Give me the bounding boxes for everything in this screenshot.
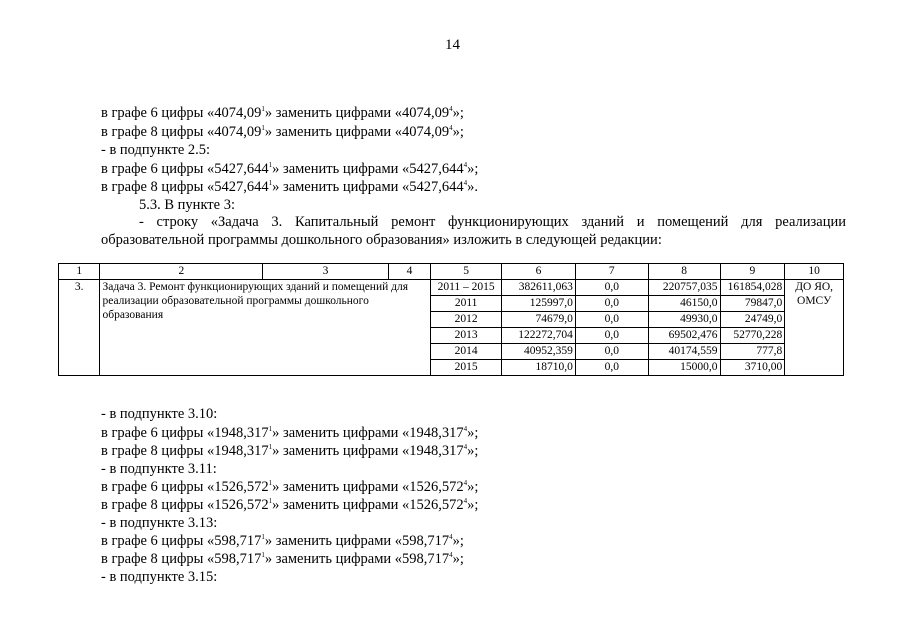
text-line: 5.3. В пункте 3:: [139, 197, 235, 213]
program-table: [58, 263, 844, 376]
value-cell: 382611,063: [502, 280, 576, 296]
header-cell: 1: [59, 264, 100, 280]
value-cell: 3710,00: [720, 360, 785, 376]
value-cell: 122272,704: [502, 328, 576, 344]
header-cell: 6: [502, 264, 576, 280]
text-line: в графе 6 цифры «4074,09$^1$» заменить цифрами «4074,09$^4$»;: [101, 105, 464, 121]
period-cell: 2015: [431, 360, 502, 376]
value-cell: 18710,0: [502, 360, 576, 376]
value-cell: 0,0: [575, 344, 648, 360]
header-cell: 7: [575, 264, 648, 280]
text-line: - в подпункте 3.11:: [101, 461, 217, 477]
text-line: - в подпункте 2.5:: [101, 142, 211, 158]
table-header-row: [59, 264, 844, 280]
text-line: в графе 8 цифры «5427,644$^1$» заменить цифрами «5427,644$^4$».: [101, 179, 478, 195]
text-line: - в подпункте 3.13:: [101, 515, 218, 531]
value-cell: 46150,0: [648, 296, 720, 312]
value-cell: 125997,0: [502, 296, 576, 312]
value-cell: 0,0: [575, 280, 648, 296]
row-number: 3.: [59, 280, 100, 376]
text-line: в графе 8 цифры «1526,572$^1$» заменить цифрами «1526,572$^4$»;: [101, 497, 479, 513]
paragraph: - строку «Задача 3. Капитальный ремонт функционирующих зданий и помещений для реализации образовательной программы дошкольного образования» изложить в следующей редакции:: [101, 214, 846, 248]
header-cell: 3: [263, 264, 388, 280]
value-cell: 220757,035: [648, 280, 720, 296]
text-line: - в подпункте 3.10:: [101, 406, 218, 422]
period-cell: 2011: [431, 296, 502, 312]
value-cell: 52770,228: [720, 328, 785, 344]
value-cell: 24749,0: [720, 312, 785, 328]
value-cell: 69502,476: [648, 328, 720, 344]
value-cell: 0,0: [575, 360, 648, 376]
page-number: 14: [445, 37, 460, 53]
task-cell: Задача 3. Ремонт функционирующих зданий и помещений для реализации образовательной программы дошкольного образования: [100, 280, 431, 376]
value-cell: 40952,359: [502, 344, 576, 360]
text-line: в графе 6 цифры «1526,572$^1$» заменить цифрами «1526,572$^4$»;: [101, 479, 479, 495]
period-cell: 2011 – 2015: [431, 280, 502, 296]
text-line: в графе 6 цифры «1948,317$^1$» заменить цифрами «1948,317$^4$»;: [101, 425, 479, 441]
header-cell: 10: [785, 264, 844, 280]
text-line: - в подпункте 3.15:: [101, 569, 218, 585]
value-cell: 79847,0: [720, 296, 785, 312]
header-cell: 2: [100, 264, 263, 280]
executor-cell: ДО ЯО, ОМСУ: [785, 280, 844, 376]
table-row: [59, 280, 844, 296]
period-cell: 2014: [431, 344, 502, 360]
text-line: в графе 6 цифры «5427,644$^1$» заменить цифрами «5427,644$^4$»;: [101, 161, 479, 177]
text-line: в графе 8 цифры «598,717$^1$» заменить цифрами «598,717$^4$»;: [101, 551, 464, 567]
value-cell: 40174,559: [648, 344, 720, 360]
header-cell: 8: [648, 264, 720, 280]
value-cell: 0,0: [575, 312, 648, 328]
period-cell: 2012: [431, 312, 502, 328]
period-cell: 2013: [431, 328, 502, 344]
text-line: в графе 6 цифры «598,717$^1$» заменить цифрами «598,717$^4$»;: [101, 533, 464, 549]
text-line: в графе 8 цифры «1948,317$^1$» заменить цифрами «1948,317$^4$»;: [101, 443, 479, 459]
value-cell: 49930,0: [648, 312, 720, 328]
text-line: в графе 8 цифры «4074,09$^1$» заменить цифрами «4074,09$^4$»;: [101, 124, 464, 140]
header-cell: 9: [720, 264, 785, 280]
value-cell: 15000,0: [648, 360, 720, 376]
header-cell: 4: [388, 264, 430, 280]
value-cell: 777,8: [720, 344, 785, 360]
value-cell: 161854,028: [720, 280, 785, 296]
header-cell: 5: [431, 264, 502, 280]
value-cell: 74679,0: [502, 312, 576, 328]
value-cell: 0,0: [575, 328, 648, 344]
value-cell: 0,0: [575, 296, 648, 312]
